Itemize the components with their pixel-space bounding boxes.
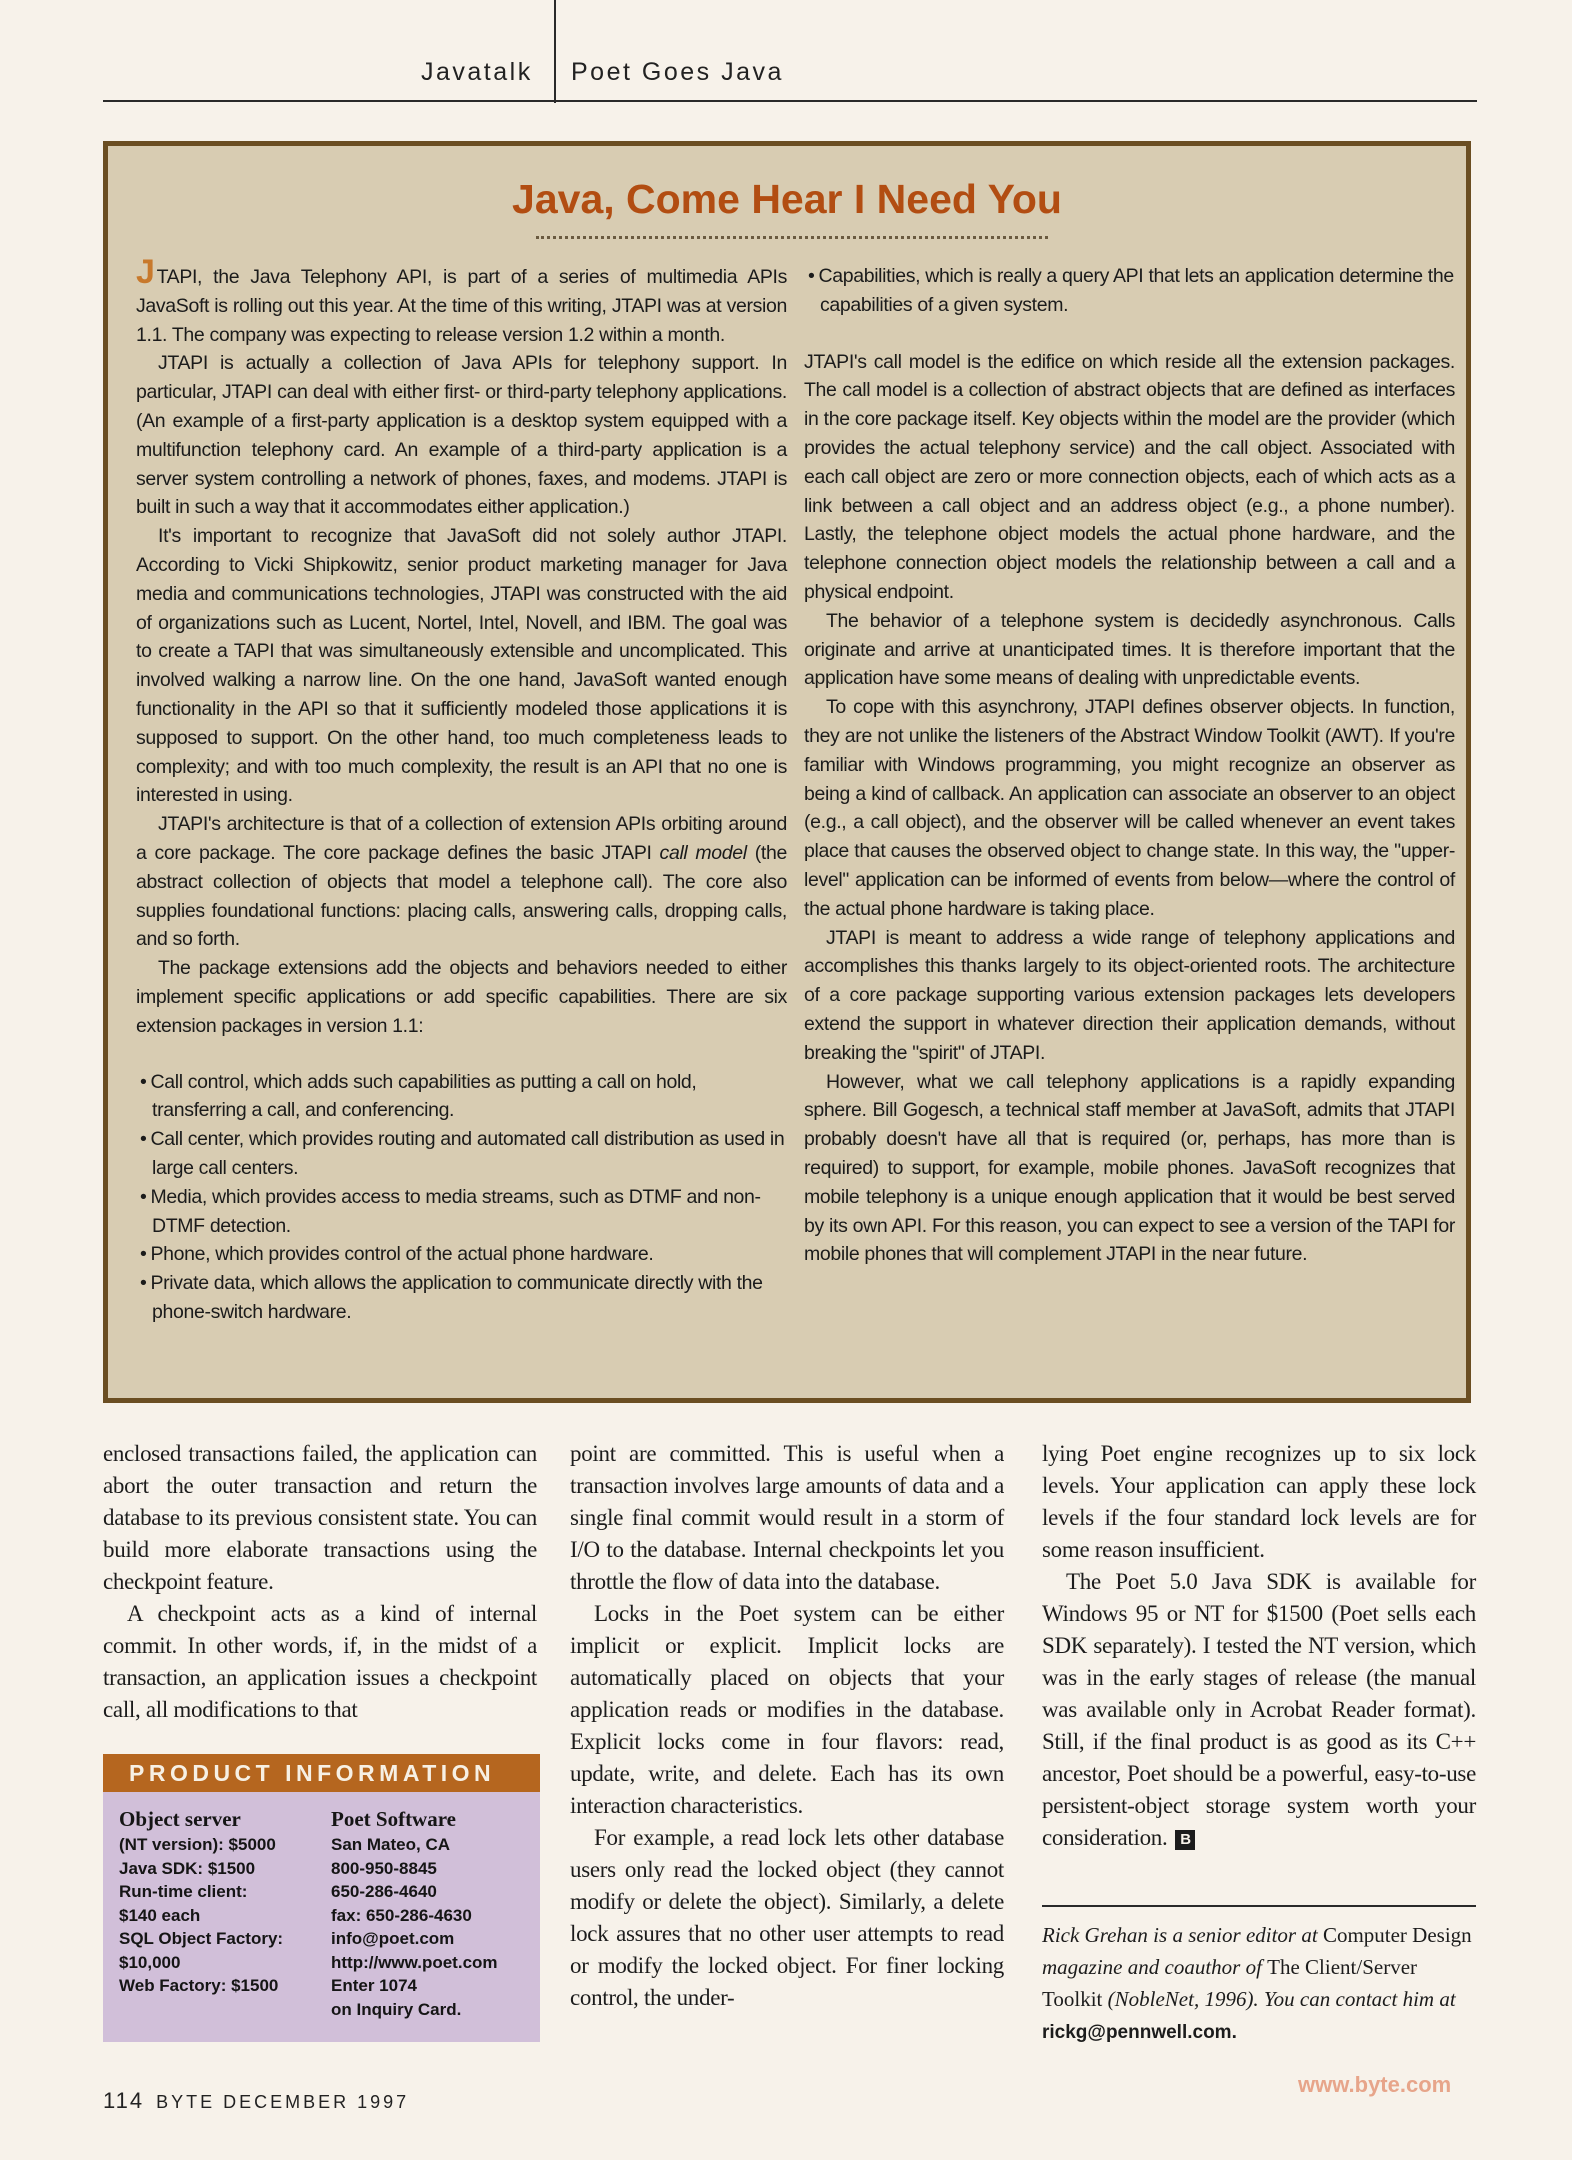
bio-publication: Computer Design — [1322, 1923, 1472, 1947]
website-url: www.byte.com — [1298, 2072, 1452, 2097]
paragraph-text: (the abstract collection of objects that model a telephone call). The core also supplies foundational functions: placing calls, answering calls, dropping calls, and so forth. — [136, 841, 787, 951]
sidebar-paragraph: JTAPI's call model is the edifice on which reside all the extension packages. The call model is a collection of abstract objects that are defined as interfaces in the core package itself. Key objects within the model are the provider (which provides the actual telephony service) and the call object. Associated with each call object are zero or more connection objects, each of which acts as a link between a call object and an address object (e.g., a phone number). Lastly, the telephone object models the actual phone hardware, and the telephone connection object models the relationship between a call and a physical endpoint. — [804, 350, 1455, 603]
product-info-heading: PRODUCT INFORMATION — [103, 1754, 540, 1792]
author-email: rickg@pennwell.com. — [1042, 2022, 1237, 2043]
price-line: $140 each — [119, 1905, 201, 1925]
header-rule — [103, 100, 1477, 102]
bio-text: magazine and coauthor of — [1042, 1955, 1268, 1979]
list-item: • Call center, which provides routing and automated call distribution as used in large call centers. — [136, 1125, 787, 1183]
bio-book: The Client/Server Toolkit — [1042, 1955, 1418, 2011]
vendor-url: http://www.poet.com — [331, 1952, 498, 1972]
body-paragraph: point are committed. This is useful when a transaction involves large amounts of data and a single final commit would result in a storm of I/O to the database. Internal checkpoints let you throttle the flow of data into the database. — [570, 1441, 1004, 1594]
vendor-phone: 650-286-4640 — [331, 1882, 437, 1901]
list-item: • Phone, which provides control of the actual phone hardware. — [136, 1240, 787, 1269]
vendor-email: info@poet.com — [331, 1929, 455, 1948]
sidebar-paragraph: It's important to recognize that JavaSoft did not solely author JTAPI. According to Vicki Shipkowitz, senior product marketing manager for Java media and communications technologies, JTAPI was constructed with the aid of organizations such as Lucent, Nortel, Intel, Novell, and IBM. The goal was to create a TAPI that was simultaneously extensible and uncomplicated. This involved walking a narrow line. On the one hand, JavaSoft wanted enough functionality in the API so that it sufficiently modeled those applications it is supposed to support. On the other hand, too much completeness leads to complexity; and with too much complexity, the result is an API that no one is interested in using. — [136, 525, 787, 807]
paragraph-text: The Poet 5.0 Java SDK is available for Windows 95 or NT for $1500 (Poet sells each SDK separately). I tested the NT version, which was in the early stages of release (the manual was available only in Acrobat Reader format). Still, if the final product is as good as its C++ ancestor, Poet should be a powerful, easy-to-use persistent-object storage system worth your consideration. — [1042, 1569, 1476, 1850]
body-paragraph: enclosed transactions failed, the application can abort the outer transaction and return the database to its previous consistent state. You can build more elaborate transactions using the checkpoint feature. — [103, 1441, 537, 1594]
body-paragraph: lying Poet engine recognizes up to six lock levels. Your application can apply these lock levels if the four standard lock levels are for some reason insufficient. — [1042, 1441, 1476, 1562]
header-divider — [554, 0, 556, 103]
body-paragraph: Locks in the Poet system can be either implicit or explicit. Implicit locks are automatically placed on objects that your application reads or modifies in the database. Explicit locks come in four flavors: read, update, write, and delete. Each has its own interaction characteristics. — [570, 1601, 1004, 1818]
drop-cap: J — [136, 253, 155, 291]
vendor-column — [331, 1806, 531, 2021]
price-line: (NT version): $5000 — [119, 1835, 276, 1854]
pricing-column — [119, 1806, 319, 1998]
sidebar-paragraph: JTAPI is actually a collection of Java APIs for telephony support. In particular, JTAPI can deal with either first- or third-party telephony applications. (An example of a first-party application is a desktop system equipped with a multifunction telephony card. An example of a third-party application is a server system controlling a network of phones, faxes, and modems. JTAPI is built in such a way that it accommodates either application.) — [136, 352, 787, 519]
product-name: Object server — [119, 1807, 241, 1831]
list-item: • Media, which provides access to media streams, such as DTMF and non-DTMF detection. — [136, 1183, 787, 1241]
sidebar-paragraph: The package extensions add the objects and behaviors needed to either implement specific applications or add specific capabilities. There are six extension packages in version 1.1: — [136, 957, 787, 1037]
price-line: SQL Object Factory: — [119, 1929, 284, 1948]
bio-rule — [1042, 1905, 1476, 1907]
vendor-fax: fax: 650-286-4630 — [331, 1905, 472, 1925]
paragraph-text: TAPI, the Java Telephony API, is part of a series of multimedia APIs JavaSoft is rolling out this year. At the time of this writing, JTAPI was at version 1.1. The company was expecting to release version 1.2 within a month. — [136, 266, 787, 346]
list-item: • Private data, which allows the application to communicate directly with the phone-switch hardware. — [136, 1269, 787, 1327]
article-label: Poet Goes Java — [571, 58, 784, 86]
jtapi-sidebar — [103, 141, 1471, 1403]
price-line: $10,000 — [119, 1952, 181, 1972]
sidebar-title: Java, Come Hear I Need You — [512, 176, 1062, 222]
extension-package-list — [136, 1068, 787, 1327]
body-column-3 — [1042, 1438, 1476, 1854]
sidebar-paragraph: JTAPI is meant to address a wide range of telephony applications and accomplishes this thanks largely to its object-oriented roots. The architecture of a core package supporting various extension packages lets developers extend the support in whatever direction their application demands, without breaking the "spirit" of JTAPI. — [804, 926, 1455, 1064]
sidebar-paragraph — [136, 810, 787, 954]
page-footer — [103, 2088, 409, 2114]
magazine-name: BYTE — [156, 2092, 216, 2112]
vendor-name: Poet Software — [331, 1807, 456, 1831]
bio-text: (NobleNet, 1996). You can contact him at — [1102, 1987, 1456, 2011]
sidebar-right-column — [804, 262, 1455, 1269]
vendor-phone: 800-950-8845 — [331, 1858, 437, 1878]
emphasis-text: call model — [659, 841, 747, 864]
inquiry-line: Enter 1074 — [331, 1976, 417, 1995]
sidebar-paragraph: However, what we call telephony applications is a rapidly expanding sphere. Bill Gogesch, a technical staff member at JavaSoft, admits that JTAPI probably doesn't have all that is required (or, perhaps, has more than is required) to support, for example, mobile phones. JavaSoft recognizes that mobile telephony is a unique enough application that it would be best served by its own API. For this reason, you can expect to see a version of the TAPI for mobile phones that will complement JTAPI in the near future. — [804, 1070, 1455, 1266]
sidebar-paragraph — [136, 253, 787, 349]
title-dotted-rule — [536, 236, 1048, 239]
list-item: • Call control, which adds such capabilities as putting a call on hold, transferring a call, and conferencing. — [136, 1068, 787, 1126]
price-line: Web Factory: $1500 — [119, 1976, 279, 1995]
bio-text: Rick Grehan is a senior editor at — [1042, 1923, 1323, 1947]
author-bio — [1042, 1919, 1476, 2049]
price-line: Java SDK: $1500 — [119, 1858, 256, 1878]
product-information-box — [103, 1754, 540, 2042]
body-column-2 — [570, 1438, 1004, 2014]
body-paragraph — [1042, 1566, 1476, 1854]
sidebar-paragraph: To cope with this asynchrony, JTAPI defines observer objects. In function, they are not unlike the listeners of the Abstract Window Toolkit (AWT). If you're familiar with Windows programming, you might recognize an observer as being a kind of callback. An application can associate an observer to an object (e.g., a call object), and the observer will be called whenever an event takes place that causes the observed object to change state. In this way, the "upper-level" application can be informed of events from below—where the control of the actual phone hardware is taking place. — [804, 696, 1455, 920]
price-line: Run-time client: — [119, 1882, 248, 1901]
paragraph-text: JTAPI's architecture is that of a collection of extension APIs orbiting around a core package. The core package defines the basic JTAPI — [136, 813, 787, 864]
page-number: 114 — [103, 2088, 145, 2113]
body-paragraph: For example, a read lock lets other database users only read the locked object (they cannot modify or delete the object). Similarly, a delete lock assures that no other user attempts to read or modify the locked object. For finer locking control, the under- — [570, 1825, 1004, 2010]
list-item: • Capabilities, which is really a query API that lets an application determine the capabilities of a given system. — [804, 262, 1455, 320]
running-header — [103, 0, 1477, 103]
issue-date: DECEMBER 1997 — [223, 2092, 410, 2112]
section-label: Javatalk — [421, 58, 533, 86]
body-column-1 — [103, 1438, 537, 1726]
vendor-line: San Mateo, CA — [331, 1835, 451, 1854]
body-paragraph: A checkpoint acts as a kind of internal commit. In other words, if, in the midst of a transaction, an application issues a checkpoint call, all modifications to that — [103, 1601, 537, 1722]
inquiry-line: on Inquiry Card. — [331, 1999, 462, 2019]
sidebar-paragraph: The behavior of a telephone system is decidedly asynchronous. Calls originate and arrive at unanticipated times. It is therefore important that the application have some means of dealing with unpredictable events. — [804, 609, 1455, 690]
sidebar-left-column — [136, 253, 787, 1327]
byte-end-mark-icon: B — [1175, 1830, 1195, 1850]
extension-package-list-continued — [804, 262, 1455, 320]
